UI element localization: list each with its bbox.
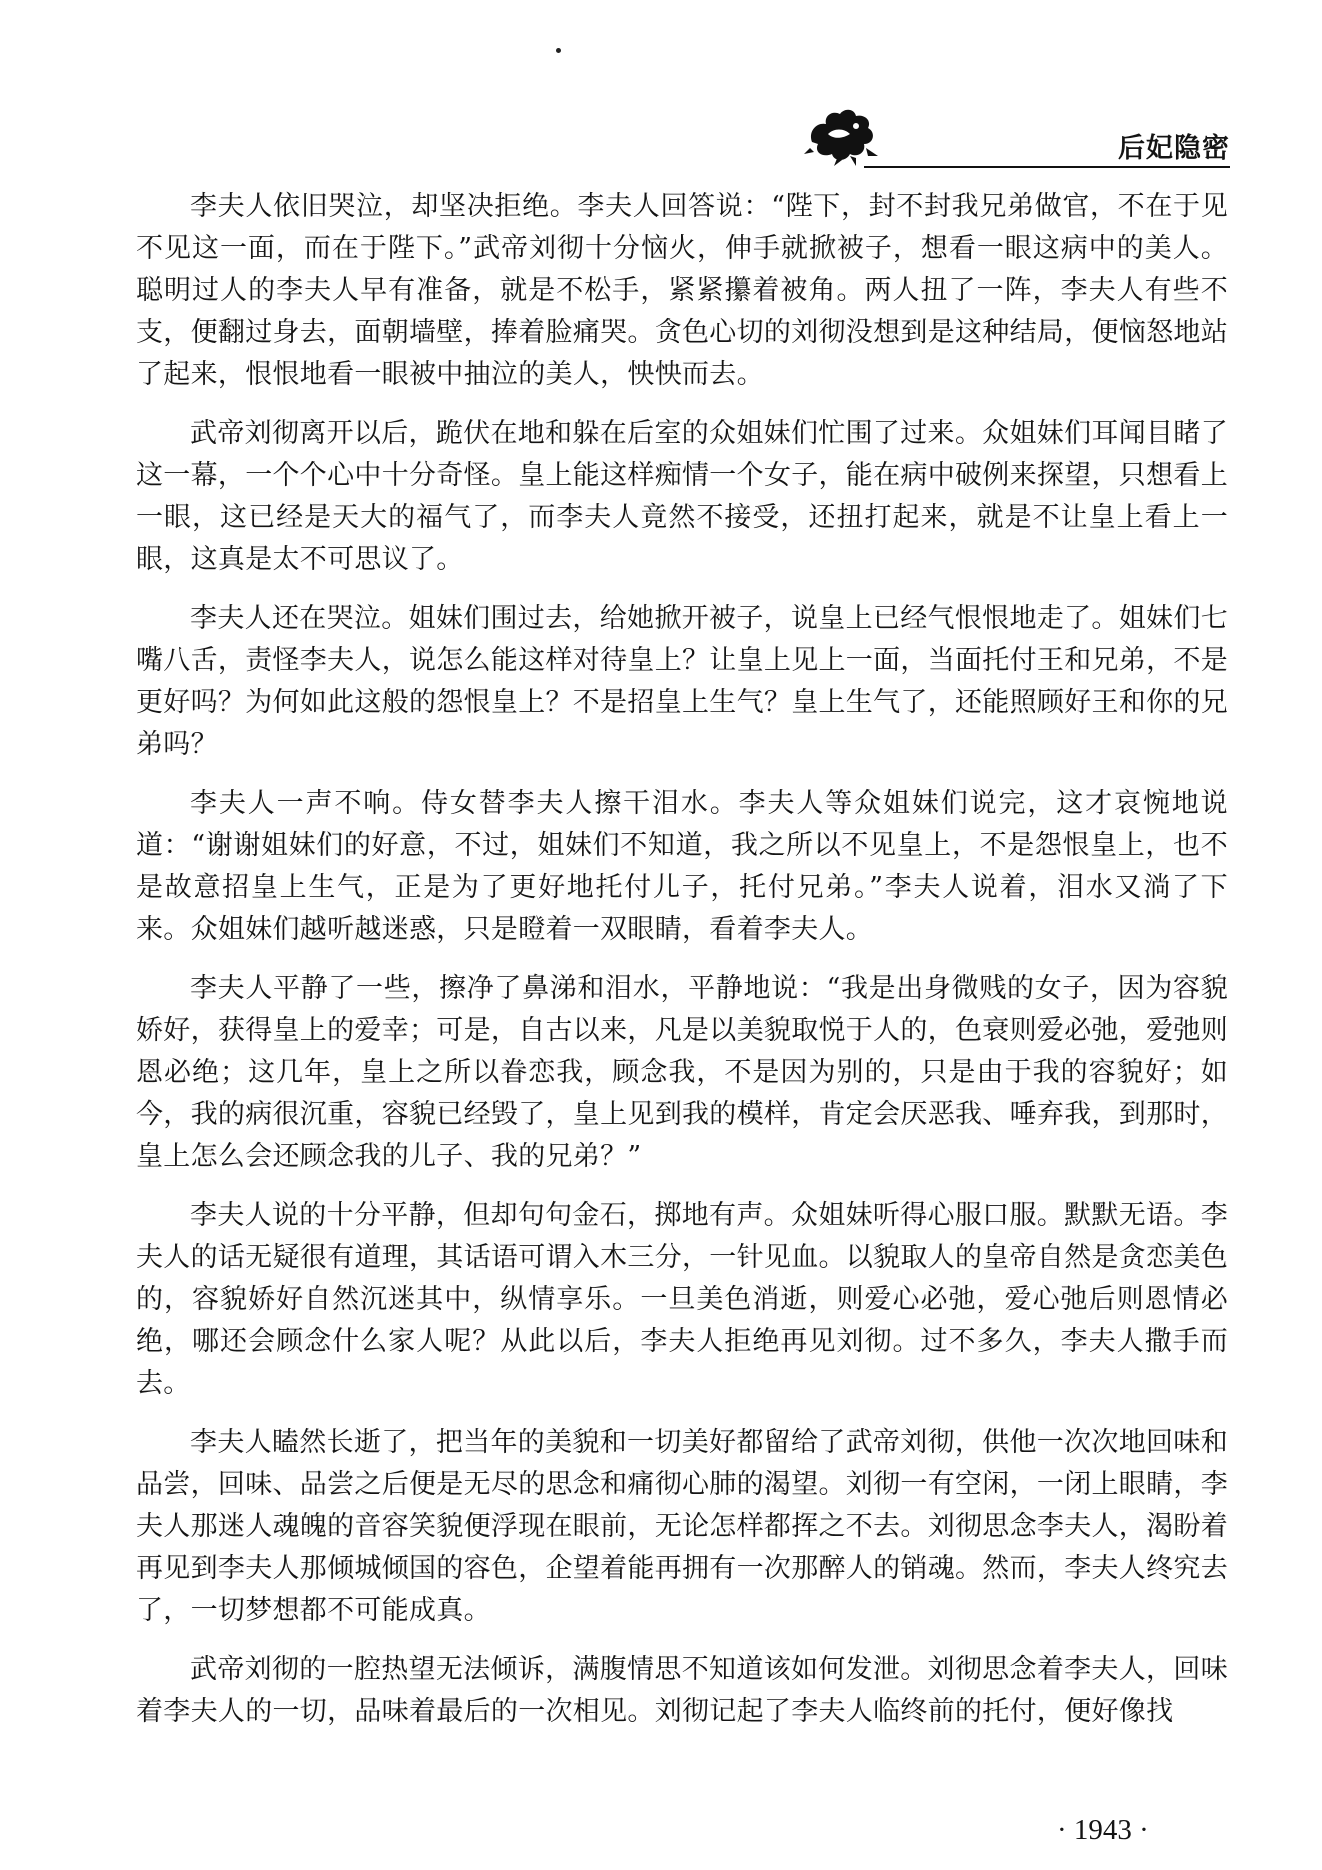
paragraph: 李夫人一声不响。侍女替李夫人擦干泪水。李夫人等众姐妹们说完，这才哀惋地说道：“谢谢姐妹们的好意，不过，姐妹们不知道，我之所以不见皇上，不是怨恨皇上，也不是故意招皇上生气，正是为了更好地托付儿子，托付兄弟。”李夫人说着，泪水又淌了下来。众姐妹们越听越迷惑，只是瞪着一双眼睛，看着李夫人。 bbox=[136, 788, 1228, 945]
paragraph: 李夫人瞌然长逝了，把当年的美貌和一切美好都留给了武帝刘彻，供他一次次地回味和品尝，回味、品尝之后便是无尽的思念和痛彻心肺的渴望。刘彻一有空闲，一闭上眼睛，李夫人那迷人魂魄的音容笑貌便浮现在眼前，无论怎样都挥之不去。刘彻思念李夫人，渴盼着再见到李夫人那倾城倾国的容色，企望着能再拥有一次那醉人的销魂。然而，李夫人终究去了，一切梦想都不可能成真。 bbox=[136, 1427, 1228, 1626]
page-mark-dot bbox=[556, 48, 561, 53]
paragraph: 李夫人平静了一些，擦净了鼻涕和泪水，平静地说：“我是出身微贱的女子，因为容貌娇好，获得皇上的爱幸；可是，自古以来，凡是以美貌取悦于人的，色衰则爱必弛，爱弛则恩必绝；这几年，皇上之所以眷恋我，顾念我，不是因为别的，只是由于我的容貌好；如今，我的病很沉重，容貌已经毁了，皇上见到我的模样，肯定会厌恶我、唾弃我，到那时，皇上怎么会还顾念我的儿子、我的兄弟？” bbox=[136, 973, 1228, 1172]
paragraph: 武帝刘彻离开以后，跪伏在地和躲在后室的众姐妹们忙围了过来。众姐妹们耳闻目睹了这一幕，一个个心中十分奇怪。皇上能这样痴情一个女子，能在病中破例来探望，只想看上一眼，这已经是天大的福气了，而李夫人竟然不接受，还扭打起来，就是不让皇上看上一眼，这真是太不可思议了。 bbox=[136, 418, 1228, 575]
page-header bbox=[804, 104, 1230, 168]
dragon-emblem-icon bbox=[804, 104, 882, 166]
header-rule bbox=[864, 166, 1230, 168]
header-title: 后妃隐密 bbox=[1118, 133, 1230, 164]
paragraph: 李夫人依旧哭泣，却坚决拒绝。李夫人回答说：“陛下，封不封我兄弟做官，不在于见不见这一面，而在于陛下。”武帝刘彻十分恼火，伸手就掀被子，想看一眼这病中的美人。聪明过人的李夫人早有准备，就是不松手，紧紧攥着被角。两人扭了一阵，李夫人有些不支，便翻过身去，面朝墙壁，捧着脸痛哭。贪色心切的刘彻没想到是这种结局，便恼怒地站了起来，恨恨地看一眼被中抽泣的美人，怏怏而去。 bbox=[136, 191, 1228, 390]
body-text bbox=[136, 186, 1228, 1750]
paragraph: 李夫人还在哭泣。姐妹们围过去，给她掀开被子，说皇上已经气恨恨地走了。姐妹们七嘴八舌，责怪李夫人，说怎么能这样对待皇上？让皇上见上一面，当面托付王和兄弟，不是更好吗？为何如此这般的怨恨皇上？不是招皇上生气？皇上生气了，还能照顾好王和你的兄弟吗？ bbox=[136, 603, 1228, 760]
page-number: · 1943 · bbox=[1057, 1814, 1149, 1846]
paragraph: 李夫人说的十分平静，但却句句金石，掷地有声。众姐妹听得心服口服。默默无语。李夫人的话无疑很有道理，其话语可谓入木三分，一针见血。以貌取人的皇帝自然是贪恋美色的，容貌娇好自然沉迷其中，纵情享乐。一旦美色消逝，则爱心必弛，爱心弛后则恩情必绝，哪还会顾念什么家人呢？从此以后，李夫人拒绝再见刘彻。过不多久，李夫人撒手而去。 bbox=[136, 1200, 1228, 1399]
paragraph: 武帝刘彻的一腔热望无法倾诉，满腹情思不知道该如何发泄。刘彻思念着李夫人，回味着李夫人的一切，品味着最后的一次相见。刘彻记起了李夫人临终前的托付，便好像找 bbox=[136, 1654, 1228, 1727]
